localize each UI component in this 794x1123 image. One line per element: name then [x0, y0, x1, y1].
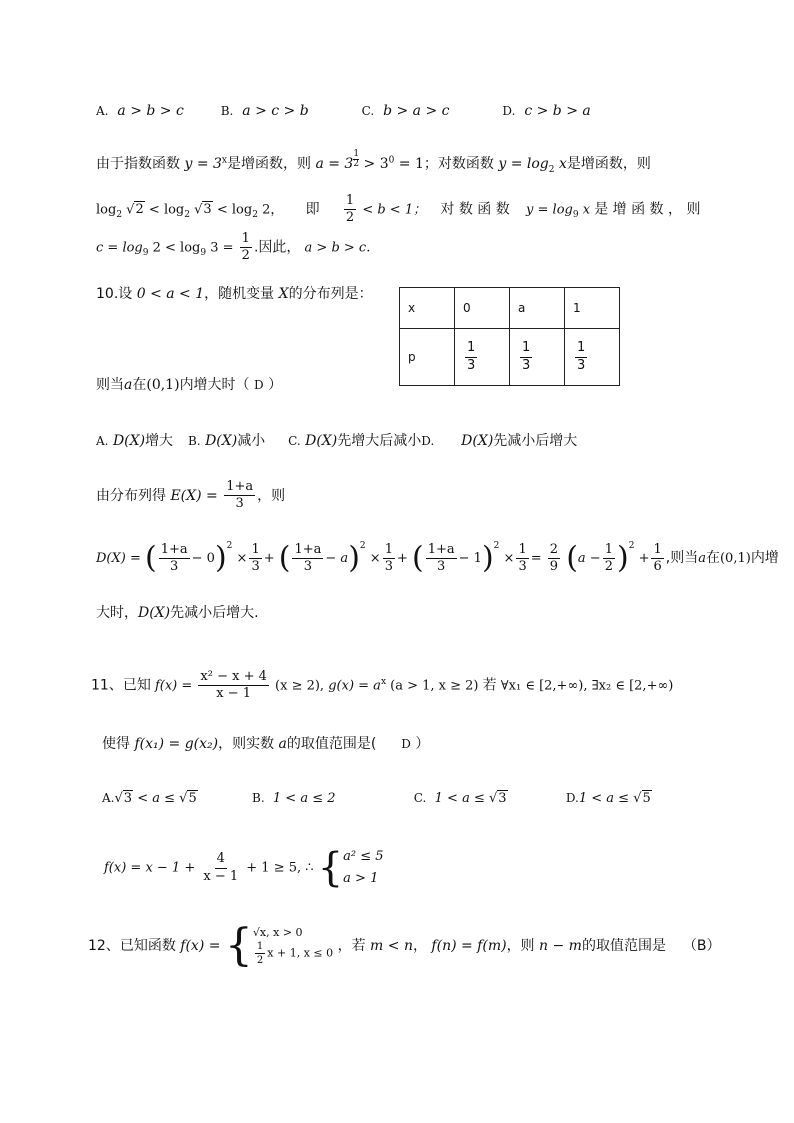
- q11-option-b-label: B.: [252, 791, 265, 805]
- prob-den: 3: [577, 357, 586, 373]
- q11-option-d-expr: 1 < a ≤: [578, 791, 630, 806]
- q10-option-d-text: 先减小后增大: [493, 433, 578, 449]
- q10-sol-line3-post: 先减小后增大.: [170, 605, 259, 621]
- q12-cond-post: 的取值范围是: [581, 938, 666, 954]
- prob-num: 1: [575, 341, 587, 357]
- table-cell: x: [400, 288, 455, 329]
- q10-sol-sq2: 2: [359, 541, 366, 551]
- q9-sol-intro: 由于指数函数: [96, 156, 180, 172]
- q9-option-c-label: C.: [361, 104, 375, 118]
- q10-sol-16-den: 6: [653, 559, 662, 574]
- q11-line2-expr: f(x₁) = g(x₂): [134, 736, 219, 752]
- q11-sol-den: x − 1: [203, 868, 239, 884]
- q9-sol-line2-log2: log: [163, 202, 185, 218]
- table-row: [400, 329, 620, 386]
- q11-line2-post: 的取值范围是(: [286, 736, 377, 752]
- q9-sol-increasing: 是增函数，则: [226, 156, 311, 172]
- q9-sol-b-half-num: 1: [344, 194, 356, 210]
- q9-sol-final: a > b > c.: [304, 240, 371, 256]
- q9-sol-line2-base1: 2: [116, 209, 123, 220]
- q10-sol-t1-num: 1+a: [159, 543, 190, 559]
- q9-sol-c-half-den: 2: [241, 248, 250, 264]
- q10-sol-29-den: 9: [549, 559, 559, 574]
- q10-sol-t2: − a: [325, 551, 349, 566]
- q9-sol-c-eq: c = log: [96, 240, 143, 256]
- q9-option-c: b > a > c: [383, 103, 450, 119]
- q11-stem: [91, 670, 673, 702]
- q10-stem-post: 的分布列是：: [288, 286, 373, 302]
- prob-den: 3: [467, 357, 476, 373]
- prob-num: 1: [465, 341, 477, 357]
- q11-f-num: x² − x + 4: [198, 670, 268, 686]
- q10-option-c-label: C.: [288, 434, 301, 448]
- q10-stem-cond: 0 < a < 1: [136, 286, 205, 302]
- q11-options: A.√3 < a ≤ √5 B. 1 < a ≤ 2 C. 1 < a ≤ √3 D.1 < a ≤ √5: [102, 791, 651, 806]
- q10-solution-line1: [96, 480, 285, 512]
- q9-sol-lt1: <: [148, 202, 160, 218]
- table-cell: 1: [565, 288, 620, 329]
- q10-option-a-expr: D(X): [112, 433, 146, 449]
- table-row: [400, 288, 620, 329]
- q10-stem-pre: 设: [118, 286, 133, 302]
- q9-sol-line2-base2: 2: [184, 209, 190, 220]
- q9-sol-conclusion: .因此，: [253, 239, 301, 256]
- q9-sol-log9-text: 对 数 函 数: [440, 201, 510, 218]
- q10-sol-tail-interval: (0,1): [719, 551, 751, 566]
- q10-sol-sq4: 2: [628, 541, 635, 551]
- q12-answer: （B）: [682, 938, 721, 954]
- q9-option-b-label: B.: [220, 104, 234, 118]
- q9-sol-eq1: = 1: [398, 156, 424, 172]
- q9-solution-line1: [96, 150, 651, 175]
- q10-sol-plus2: +: [396, 551, 408, 566]
- q10-option-d-label: D.: [421, 434, 435, 448]
- q9-sol-increasing2: 是增函数，则: [566, 156, 651, 172]
- q11-sol-num: 4: [215, 852, 227, 868]
- table-cell: a: [510, 288, 565, 329]
- q12-cond-expr: n − m: [539, 938, 582, 954]
- q9-sol-sqrt2: 2: [135, 202, 144, 218]
- q10-question-mid: 在: [132, 377, 147, 393]
- q12-number: 12、已知函数: [88, 938, 176, 954]
- q10-option-b-text: 减小: [237, 433, 266, 449]
- q11-option-a-mid: < a ≤: [137, 791, 176, 806]
- table-cell: p: [400, 329, 455, 386]
- q9-sol-c-mid: 2 < log: [152, 240, 201, 256]
- q10-sol-plus1: +: [263, 551, 275, 566]
- q11-g-dom: (a > 1, x ≥ 2): [390, 678, 479, 694]
- q10-sol-p2-den: 3: [384, 559, 393, 574]
- q10-sol-tail2: 在: [705, 550, 720, 566]
- q10-sol-a-minus: a −: [577, 551, 601, 566]
- q10-sol-t3: − 1: [458, 551, 482, 566]
- q10-sol-p1-num: 1: [249, 543, 261, 559]
- q10-option-b-expr: D(X): [205, 433, 238, 449]
- q10-stem-mid: ，随机变量: [204, 286, 275, 302]
- q9-sol-log9-base: 9: [572, 209, 579, 220]
- q11-sol-case2: a > 1: [343, 871, 379, 887]
- q10-question-interval: (0,1): [146, 377, 180, 393]
- q10-solution-variance: D(X) = ( $\frac{1+a}{3}$ − 0)$^2$ × $\frac{1}{3}$ + ( $\frac{1+a}{3}$ − a)$^2$ × $\frac{1}{3}$ + ( $\frac{1+a}{3}$ − 1)$^2$ × $\frac{1}{3}$ = $\frac{2}{9}$ (a − $\frac{1}{2}$ )$^2$ + $\frac{1}{6}$ ,则当a在(0,1)内增: [96, 540, 779, 576]
- q9-sol-exp-sup: x: [221, 155, 227, 166]
- q10-sol-half-den: 2: [604, 559, 613, 574]
- q9-sol-ji: 即: [305, 201, 320, 218]
- q11-sol-therefore: ∴: [305, 860, 314, 876]
- q9-option-b: a > c > b: [242, 103, 309, 119]
- q9-sol-half-num: 1: [353, 149, 360, 159]
- q9-sol-log2-fn: y = log: [498, 156, 549, 172]
- q11-g-sup: x: [380, 676, 387, 687]
- q10-sol-p3-num: 1: [516, 543, 528, 559]
- q11-cond-expr: ∀x₁ ∈ [2,+∞), ∃x₂ ∈ [2,+∞): [500, 678, 674, 694]
- q10-sol-t2-num: 1+a: [292, 543, 323, 559]
- q9-sol-log2-var: x: [558, 156, 567, 172]
- q10-option-c-text: 先增大后减小: [337, 433, 422, 449]
- q10-sol-29-num: 2: [548, 543, 560, 559]
- q10-option-c-expr: D(X): [305, 433, 338, 449]
- q9-sol-line2-tail: 是 增 函 数 ， 则: [594, 201, 701, 218]
- q9-sol-exp-fn: y = 3: [184, 156, 222, 172]
- q9-sol-log2-base: 2: [548, 164, 555, 175]
- q9-solution-line3: [96, 232, 370, 264]
- q11-option-c-label: C.: [413, 791, 427, 805]
- q9-sol-lt2: <: [216, 202, 228, 218]
- q10-solution-line3: [96, 606, 259, 620]
- q9-sol-line2-log3: log: [231, 202, 253, 218]
- q11-cond-pre: 若: [482, 677, 497, 694]
- q10-question-pre: 则当: [96, 377, 124, 393]
- q10-sol-times2: ×: [369, 551, 381, 566]
- q9-choices: [96, 104, 591, 118]
- q9-sol-log9-var: x: [582, 202, 591, 218]
- q11-option-c-expr: 1 < a ≤: [434, 791, 485, 806]
- q10-sol-p3-den: 3: [518, 559, 527, 574]
- q10-option-d-expr: D(X): [461, 433, 494, 449]
- q10-sol-line3-expr: D(X): [138, 605, 171, 621]
- q9-solution-line2: $\log_2 √2 < \log_2 √3 < \log_2 2$， 即 $\frac{1}{2}$ < b < 1； 对 数 函 数 $y = \log_9 x$ 是 增 函 数 ， 则: [96, 193, 701, 226]
- q9-sol-line2-end: 2，: [262, 202, 284, 218]
- q10-sol-t1: − 0: [191, 551, 215, 566]
- q10-question: [96, 378, 282, 392]
- prob-den: 3: [522, 357, 531, 373]
- q10-sol-t3-num: 1+a: [426, 543, 457, 559]
- q9-sol-sqrt3: 3: [203, 202, 212, 218]
- q10-sol-t2-den: 3: [303, 559, 313, 574]
- q11-line2-var: a: [278, 736, 287, 752]
- q11-option-c-sqrt-b: 3: [498, 791, 507, 806]
- q12-f-name: f(x) =: [180, 938, 221, 954]
- q10-sol-sq3: 2: [493, 541, 500, 551]
- prob-num: 1: [520, 341, 532, 357]
- q10-sol-plus3: +: [638, 551, 650, 566]
- q11-option-b-expr: 1 < a ≤ 2: [272, 791, 336, 806]
- q10-sol-ex: E(X) =: [170, 487, 218, 504]
- q10-option-a-text: 增大: [145, 433, 174, 449]
- q10-option-a-label: A.: [96, 434, 109, 448]
- q10-sol-ex-num: 1+a: [224, 480, 255, 496]
- q12-cond-mn: m < n: [370, 938, 413, 954]
- q9-sol-c-half-num: 1: [240, 232, 252, 248]
- q12-case2-den: 2: [256, 954, 264, 966]
- q9-sol-log-fn-text: ；对数函数: [423, 156, 494, 172]
- q10-sol-dx: D(X) =: [96, 551, 141, 566]
- q11-line2-mid: ，则实数: [218, 736, 275, 752]
- q10-sol-half-num: 1: [603, 543, 615, 559]
- q10-sol-sq1: 2: [226, 541, 233, 551]
- q9-sol-line2-base3: 2: [252, 209, 258, 220]
- q10-sol-eq: =: [530, 551, 542, 566]
- q9-sol-log9-fn: y = log: [526, 202, 573, 218]
- q10-question-close: ）: [268, 377, 283, 393]
- q12-case1: √x, x > 0: [252, 926, 303, 940]
- q11-line2-answer: D: [401, 737, 411, 751]
- q11-sol-case1: a² ≤ 5: [343, 849, 384, 864]
- q10-sol-p1-den: 3: [251, 559, 260, 574]
- q10-option-b-label: B.: [187, 434, 201, 448]
- q12-case2-rest: x + 1, x ≤ 0: [267, 946, 334, 960]
- q10-sol-t1-den: 3: [170, 559, 179, 574]
- q9-sol-c-base2: 9: [200, 247, 207, 258]
- q10-sol-tail-var: a: [698, 551, 706, 566]
- q11-option-d-label: D.: [565, 791, 579, 805]
- q9-sol-c-base1: 9: [142, 247, 149, 258]
- q10-number: 10.: [96, 286, 119, 302]
- q10-sol-times3: ×: [503, 551, 515, 566]
- q9-option-a: a > b > c: [117, 103, 184, 119]
- q12-cond-pre: ，若: [337, 938, 366, 954]
- q12-cond-mid: ，则: [506, 938, 535, 954]
- q10-sol-16-num: 1: [651, 543, 663, 559]
- q10-sol-t3-den: 3: [437, 559, 446, 574]
- q11-f-def: f(x) =: [154, 678, 193, 694]
- q9-sol-c-3: 3 =: [210, 240, 234, 256]
- q11-option-a-sqrt-b: 5: [188, 791, 197, 806]
- q10-question-var: a: [124, 377, 133, 393]
- q9-option-d-label: D.: [502, 104, 516, 118]
- q10-question-post: 内增大时（: [179, 377, 250, 393]
- q11-f-den: x − 1: [216, 686, 252, 702]
- q12-cond-comma: ，: [412, 938, 427, 954]
- q12-case2-num: 1: [256, 940, 264, 952]
- q11-g-def: g(x) = a: [328, 678, 381, 694]
- q10-sol-tail3: 内增: [750, 550, 779, 566]
- q10-stem: [96, 287, 373, 301]
- q11-option-d-sqrt-b: 5: [642, 791, 651, 806]
- q9-sol-line2-log1: log: [96, 202, 117, 218]
- q10-distribution-table: [399, 287, 620, 386]
- q9-option-a-label: A.: [96, 104, 109, 118]
- q11-line2-pre: 使得: [102, 736, 130, 752]
- q10-sol-times1: ×: [236, 551, 248, 566]
- table-cell: [565, 329, 620, 386]
- q10-sol-p2-num: 1: [383, 543, 395, 559]
- q9-option-d: c > b > a: [524, 103, 591, 119]
- q9-sol-half-den: 2: [353, 159, 360, 169]
- q9-sol-gt: > 3: [363, 156, 389, 172]
- q11-sol-tail: + 1 ≥ 5,: [246, 860, 302, 876]
- table-cell: [510, 329, 565, 386]
- q10-sol-tail1: ,则当: [665, 550, 699, 566]
- q10-options: [96, 434, 577, 448]
- q9-sol-b-half-den: 2: [345, 210, 355, 226]
- q10-sol-ex-den: 3: [235, 496, 244, 512]
- q11-number: 11、已知: [91, 677, 151, 694]
- q12-cond-eq: f(n) = f(m): [431, 938, 507, 954]
- table-cell: [455, 329, 510, 386]
- q10-sol-line1-pre: 由分布列得: [96, 487, 166, 504]
- q11-f-dom: (x ≥ 2),: [275, 678, 325, 694]
- q9-sol-b-range: < b < 1；: [362, 202, 427, 218]
- q10-sol-line3-pre: 大时，: [96, 605, 138, 621]
- q11-solution: f(x) = x − 1 + $\frac{4}{x - 1}$ + 1 ≥ 5, ∴ { a² ≤ 5 a > 1: [104, 845, 384, 892]
- q10-question-answer: D: [254, 378, 264, 392]
- q10-stem-var: X: [278, 286, 289, 302]
- q9-sol-zero: 0: [388, 155, 395, 166]
- q11-line2-close: ）: [415, 736, 430, 752]
- q11-stem-line2: [102, 737, 429, 751]
- table-cell: 0: [455, 288, 510, 329]
- q10-sol-line1-post: ，则: [257, 487, 286, 504]
- q11-option-a-sqrt-a: 3: [123, 791, 133, 806]
- q12-stem: 12、已知函数 f(x) = { √x, x > 0 $\frac{1}{2}$ x + 1, x ≤ 0 ，若 m < n， f(n) = f(m)，则 n − m的取值范围是 （B）: [88, 920, 721, 971]
- q11-sol-f: f(x) = x − 1 +: [104, 860, 196, 876]
- q11-option-a-label: A.: [102, 791, 115, 805]
- q9-sol-a-eq: a = 3: [315, 156, 354, 172]
